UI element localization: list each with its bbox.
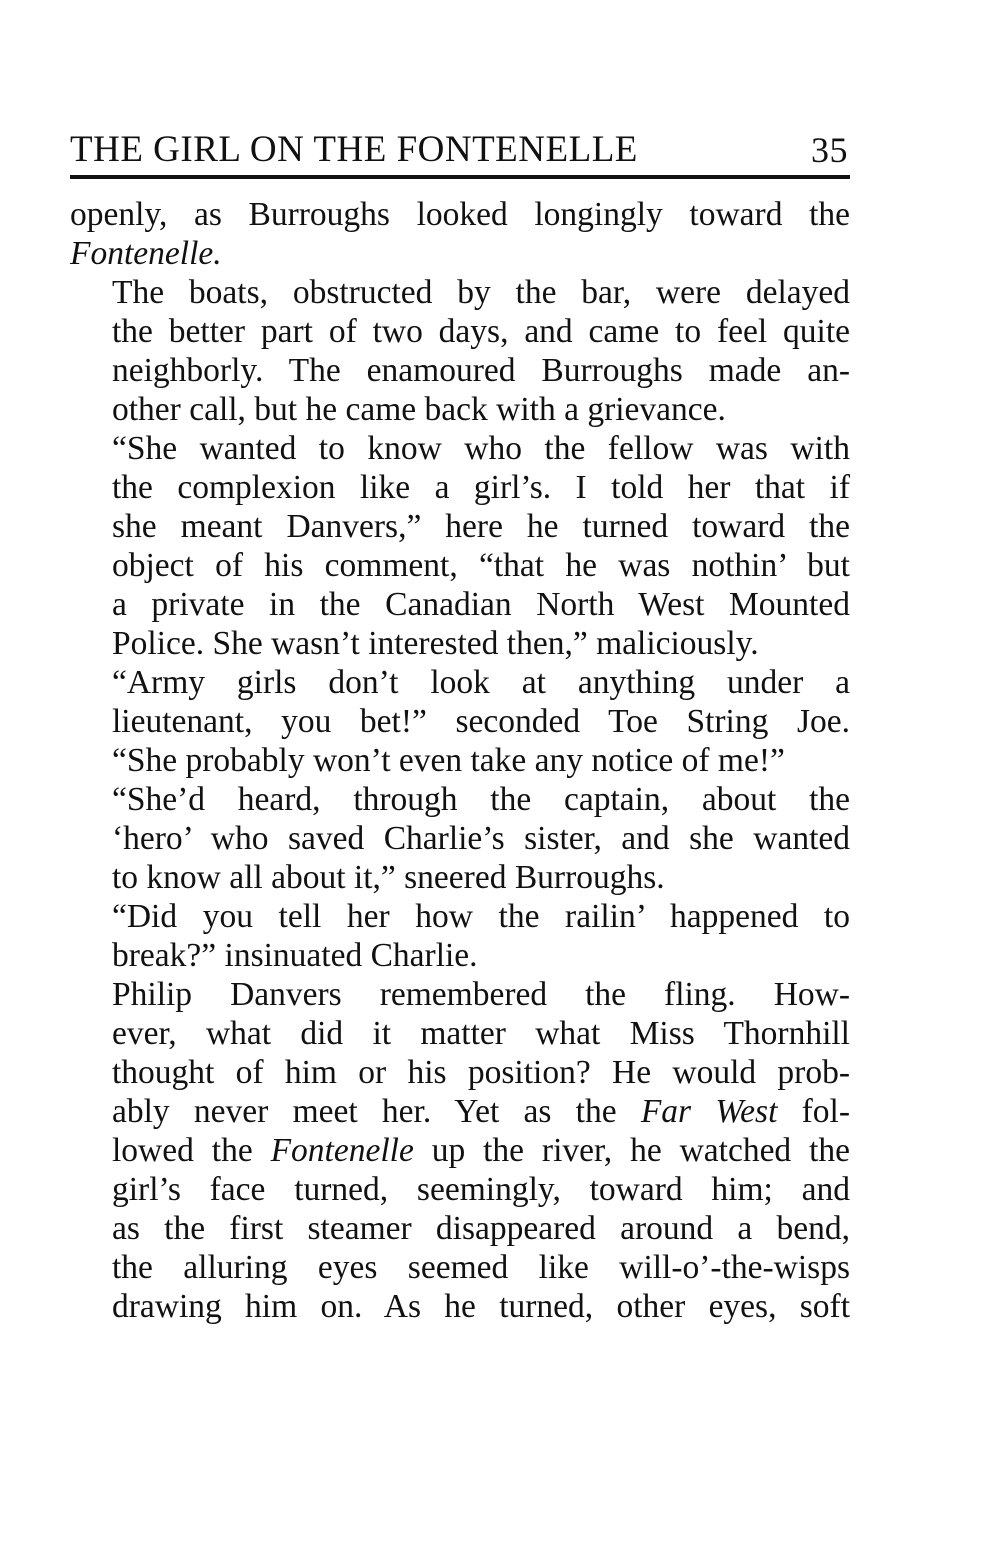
text-line: “She wanted to know who the fellow was with bbox=[112, 430, 850, 467]
paragraph bbox=[70, 897, 850, 975]
running-title: THE GIRL ON THE FONTENELLE bbox=[70, 129, 638, 170]
text-line: “She probably won’t even take any notice of me!” bbox=[112, 742, 785, 779]
italic-text: Fontenelle bbox=[270, 1132, 414, 1169]
paragraph bbox=[70, 195, 850, 273]
text-line: break?” insinuated Charlie. bbox=[112, 937, 478, 974]
text-line: to know all about it,” sneered Burroughs. bbox=[112, 859, 665, 896]
text-line bbox=[70, 234, 850, 273]
paragraph bbox=[70, 429, 850, 663]
text-line: Philip Danvers remembered the fling. How- bbox=[112, 976, 850, 1013]
text-line: ‘hero’ who saved Charlie’s sister, and she wanted bbox=[112, 820, 850, 857]
paragraph bbox=[70, 975, 850, 1326]
text-line: as the first steamer disappeared around a bend, bbox=[112, 1210, 850, 1247]
italic-text: Fontenelle. bbox=[70, 235, 222, 272]
text-line: Police. She wasn’t interested then,” maliciously. bbox=[112, 625, 759, 662]
text-line: neighborly. The enamoured Burroughs made an- bbox=[112, 352, 850, 389]
text-line: the alluring eyes seemed like will-o’-the-wisps bbox=[112, 1249, 850, 1286]
book-page bbox=[70, 128, 850, 1326]
text-line: the complexion like a girl’s. I told her that if bbox=[112, 469, 850, 506]
text-line: “Army girls don’t look at anything under a bbox=[112, 664, 850, 701]
text-line: other call, but he came back with a grievance. bbox=[112, 391, 726, 428]
text-line: drawing him on. As he turned, other eyes, soft bbox=[112, 1288, 850, 1325]
paragraph bbox=[70, 273, 850, 429]
text-line: ably never meet her. Yet as the Far West fol- bbox=[112, 1093, 850, 1130]
text-line: “Did you tell her how the railin’ happened to bbox=[112, 898, 850, 935]
paragraph bbox=[70, 780, 850, 897]
text-line: “She’d heard, through the captain, about the bbox=[112, 781, 850, 818]
text-line: she meant Danvers,” here he turned toward the bbox=[112, 508, 850, 545]
text-line: ever, what did it matter what Miss Thornhill bbox=[112, 1015, 850, 1052]
text-line: lieutenant, you bet!” seconded Toe String Joe. bbox=[112, 703, 850, 740]
body-text bbox=[70, 195, 850, 1326]
page-number: 35 bbox=[811, 130, 848, 170]
text-line: The boats, obstructed by the bar, were delayed bbox=[112, 274, 850, 311]
text-line: lowed the Fontenelle up the river, he watched the bbox=[112, 1132, 850, 1169]
text-line: a private in the Canadian North West Mounted bbox=[112, 586, 850, 623]
text-line: openly, as Burroughs looked longingly toward the bbox=[70, 196, 850, 233]
text-line: thought of him or his position? He would prob- bbox=[112, 1054, 850, 1091]
text-line: girl’s face turned, seemingly, toward him; and bbox=[112, 1171, 850, 1208]
italic-text: Far West bbox=[640, 1093, 778, 1130]
text-line: the better part of two days, and came to feel quite bbox=[112, 313, 850, 350]
running-head bbox=[70, 128, 850, 179]
text-line: object of his comment, “that he was nothin’ but bbox=[112, 547, 850, 584]
paragraph bbox=[70, 663, 850, 780]
